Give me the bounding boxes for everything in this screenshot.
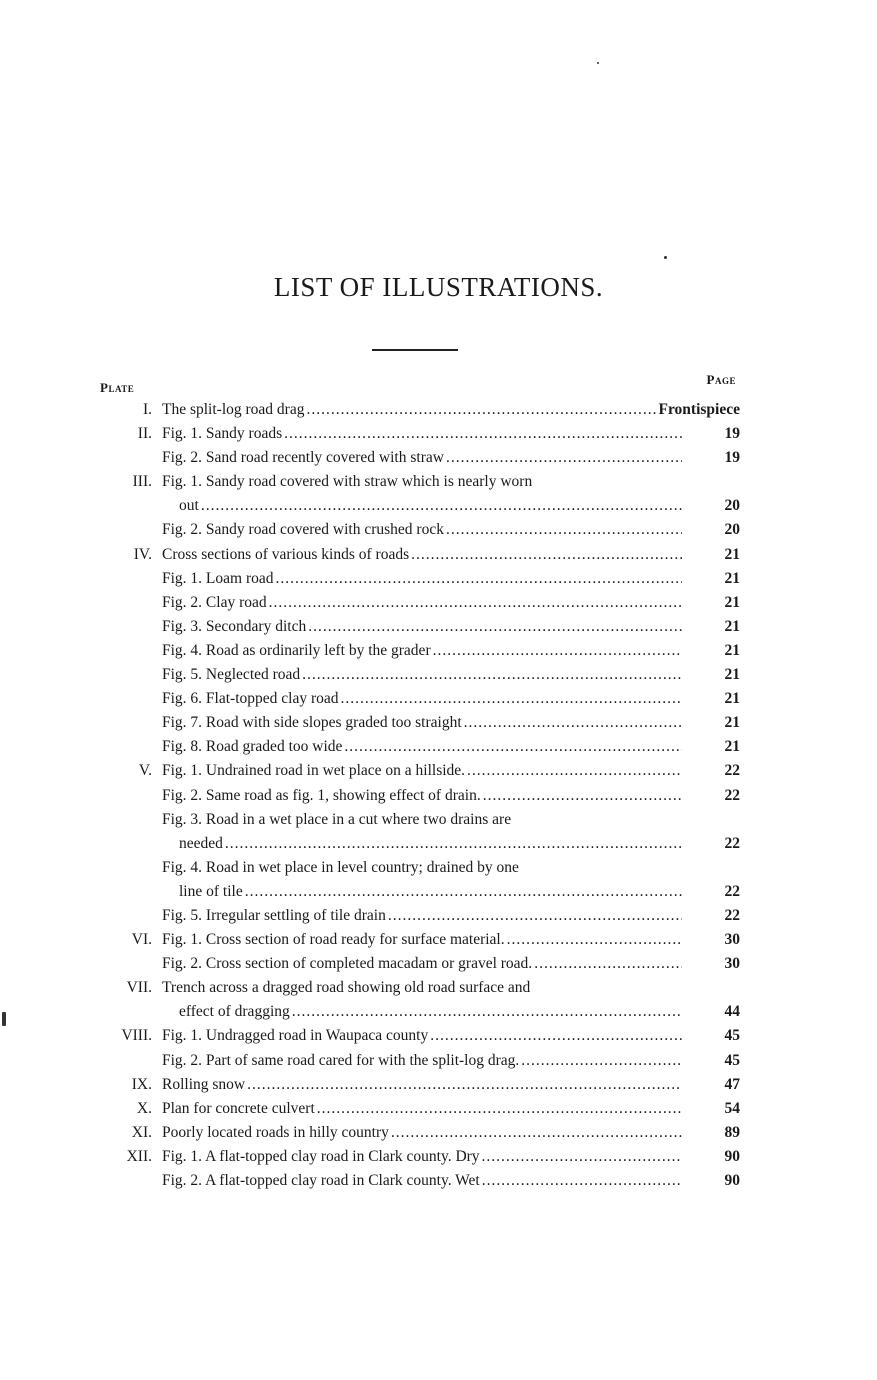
page-number: 22: [724, 882, 740, 900]
entry-caption: Fig. 3. Road in a wet place in a cut where two drains are: [162, 810, 512, 828]
entry-caption: Fig. 2. A flat-topped clay road in Clark county. Wet: [162, 1172, 480, 1189]
leader-dots: [341, 687, 683, 711]
page-number: 21: [724, 593, 740, 611]
plate-number: XII.: [126, 1147, 152, 1165]
leader-dots: [391, 1121, 682, 1145]
entry-caption: Fig. 1. Undrained road in wet place on a hillside.: [162, 762, 466, 780]
leader-dots: [433, 639, 682, 663]
plate-number: XI.: [131, 1123, 152, 1141]
list-entry: [100, 422, 740, 446]
title-rule: [372, 349, 458, 351]
list-entry: [100, 615, 740, 639]
leader-dots: [464, 711, 682, 735]
page-number: 21: [724, 714, 740, 732]
entry-caption: Fig. 2. Clay road: [162, 593, 267, 611]
leader-dots: [483, 784, 682, 808]
plate-number: II.: [137, 425, 152, 443]
entry-caption: Fig. 7. Road with side slopes graded too straight: [162, 714, 462, 732]
list-entry: [100, 735, 740, 759]
list-entry: [100, 494, 740, 518]
list-entry: [100, 518, 740, 542]
leader-dots: [430, 1024, 682, 1048]
list-entry: [100, 591, 740, 615]
list-entry: [100, 880, 740, 904]
plate-number: III.: [132, 473, 152, 491]
page-number: 20: [724, 497, 740, 515]
list-entry: [100, 687, 740, 711]
leader-dots: [534, 952, 682, 976]
page-title: LIST OF ILLUSTRATIONS.: [273, 272, 604, 302]
list-entry: [100, 711, 740, 735]
list-entry: [100, 976, 740, 1000]
list-entry: [100, 1073, 740, 1097]
entry-caption: Fig. 1. Sandy road covered with straw which is nearly worn: [162, 473, 533, 491]
list-entry: [100, 1024, 740, 1048]
leader-dots: [306, 398, 658, 422]
list-entry: [100, 808, 740, 832]
page-number: 21: [724, 641, 740, 659]
list-entry: [100, 639, 740, 663]
list-entry: [100, 398, 740, 422]
list-entry: [100, 952, 740, 976]
illustrations-list: [100, 398, 740, 1193]
list-entry: [100, 928, 740, 952]
page-number: 89: [724, 1123, 740, 1141]
page-number: 30: [724, 931, 740, 949]
page-number: 44: [724, 1003, 740, 1021]
leader-dots: [482, 1169, 682, 1193]
entry-caption: Fig. 2. Cross section of completed macadam or gravel road.: [162, 955, 533, 973]
paper-speck: [2, 1012, 6, 1026]
page-number: 21: [724, 690, 740, 708]
leader-dots: [276, 567, 683, 591]
list-entry: [100, 856, 740, 880]
entry-caption: Poorly located roads in hilly country: [162, 1123, 389, 1141]
entry-caption: Plan for concrete culvert: [162, 1099, 315, 1117]
entry-caption: needed: [179, 834, 223, 852]
entry-caption: line of tile: [179, 882, 243, 900]
list-entry: [100, 904, 740, 928]
plate-number: VI.: [131, 931, 152, 949]
leader-dots: [344, 735, 682, 759]
leader-dots: [225, 832, 682, 856]
entry-caption: Fig. 2. Same road as fig. 1, showing effect of drain.: [162, 786, 481, 804]
plate-column-header: Plate: [100, 380, 135, 395]
entry-caption: Fig. 1. Sandy roads: [162, 425, 283, 443]
page-number: 30: [724, 955, 740, 973]
page-number: 19: [724, 425, 740, 443]
list-entry: [100, 1121, 740, 1145]
entry-caption: Rolling snow: [162, 1075, 246, 1093]
page-number: 90: [724, 1172, 740, 1189]
entry-caption: Fig. 5. Neglected road: [162, 666, 301, 684]
leader-dots: [284, 422, 682, 446]
entry-caption: Fig. 1. Undragged road in Waupaca county: [162, 1027, 429, 1045]
list-entry: [100, 567, 740, 591]
entry-caption: Fig. 3. Secondary ditch: [162, 617, 307, 635]
leader-dots: [302, 663, 682, 687]
page-number: 22: [724, 762, 740, 780]
leader-dots: [247, 1073, 682, 1097]
list-entry: [100, 663, 740, 687]
page-number: 47: [724, 1075, 740, 1093]
page-number: 21: [724, 617, 740, 635]
plate-number: I.: [142, 401, 152, 418]
entry-caption: Fig. 4. Road as ordinarily left by the grader: [162, 641, 431, 659]
list-entry: [100, 1169, 740, 1193]
list-entry: [100, 1049, 740, 1073]
leader-dots: [292, 1000, 682, 1024]
leader-dots: [446, 446, 682, 470]
paper-speck: [597, 62, 599, 64]
entry-caption: effect of dragging: [179, 1003, 290, 1021]
leader-dots: [269, 591, 682, 615]
page-number: 45: [724, 1027, 740, 1045]
list-entry: [100, 543, 740, 567]
page-number: 21: [724, 545, 740, 563]
entry-caption: Fig. 8. Road graded too wide: [162, 738, 343, 756]
page-number: Frontispiece: [658, 401, 740, 418]
entry-caption: Fig. 1. Cross section of road ready for surface material.: [162, 931, 505, 949]
entry-caption: Cross sections of various kinds of roads: [162, 545, 410, 563]
entry-caption: Fig. 5. Irregular settling of tile drain: [162, 906, 386, 924]
list-entry: [100, 1145, 740, 1169]
list-entry: [100, 832, 740, 856]
plate-number: IV.: [133, 545, 152, 563]
entry-caption: Fig. 1. A flat-topped clay road in Clark county. Dry: [162, 1147, 480, 1165]
leader-dots: [482, 1145, 682, 1169]
plate-number: IX.: [131, 1075, 152, 1093]
leader-dots: [245, 880, 682, 904]
entry-caption: The split-log road drag: [162, 401, 305, 418]
entry-caption: Fig. 1. Loam road: [162, 569, 274, 587]
plate-number: X.: [136, 1099, 152, 1117]
page-number: 20: [724, 521, 740, 539]
page-column-header: Page: [706, 372, 736, 387]
entry-caption: Fig. 2. Part of same road cared for with the split-log drag.: [162, 1051, 520, 1069]
page-number: 21: [724, 738, 740, 756]
plate-number: VII.: [126, 979, 152, 997]
leader-dots: [201, 494, 682, 518]
page-number: 22: [724, 786, 740, 804]
page-number: 90: [724, 1147, 740, 1165]
list-entry: [100, 470, 740, 494]
list-entry: [100, 759, 740, 783]
entry-caption: Trench across a dragged road showing old road surface and: [162, 979, 531, 997]
entry-caption: Fig. 2. Sand road recently covered with straw: [162, 449, 444, 467]
leader-dots: [507, 928, 682, 952]
list-entry: [100, 1097, 740, 1121]
page-number: 21: [724, 569, 740, 587]
leader-dots: [467, 759, 682, 783]
plate-number: VIII.: [121, 1027, 152, 1045]
plate-number: V.: [138, 762, 152, 780]
leader-dots: [446, 518, 682, 542]
leader-dots: [317, 1097, 682, 1121]
page-number: 22: [724, 906, 740, 924]
leader-dots: [388, 904, 682, 928]
entry-caption: Fig. 6. Flat-topped clay road: [162, 690, 339, 708]
page-number: 45: [724, 1051, 740, 1069]
paper-speck: [664, 256, 667, 259]
entry-caption: out: [179, 497, 199, 515]
page-number: 21: [724, 666, 740, 684]
list-entry: [100, 446, 740, 470]
leader-dots: [308, 615, 682, 639]
entry-caption: Fig. 2. Sandy road covered with crushed rock: [162, 521, 444, 539]
leader-dots: [521, 1049, 682, 1073]
leader-dots: [411, 543, 682, 567]
list-entry: [100, 1000, 740, 1024]
page-number: 19: [724, 449, 740, 467]
page-number: 54: [724, 1099, 740, 1117]
entry-caption: Fig. 4. Road in wet place in level country; drained by one: [162, 858, 519, 876]
page-number: 22: [724, 834, 740, 852]
list-entry: [100, 784, 740, 808]
